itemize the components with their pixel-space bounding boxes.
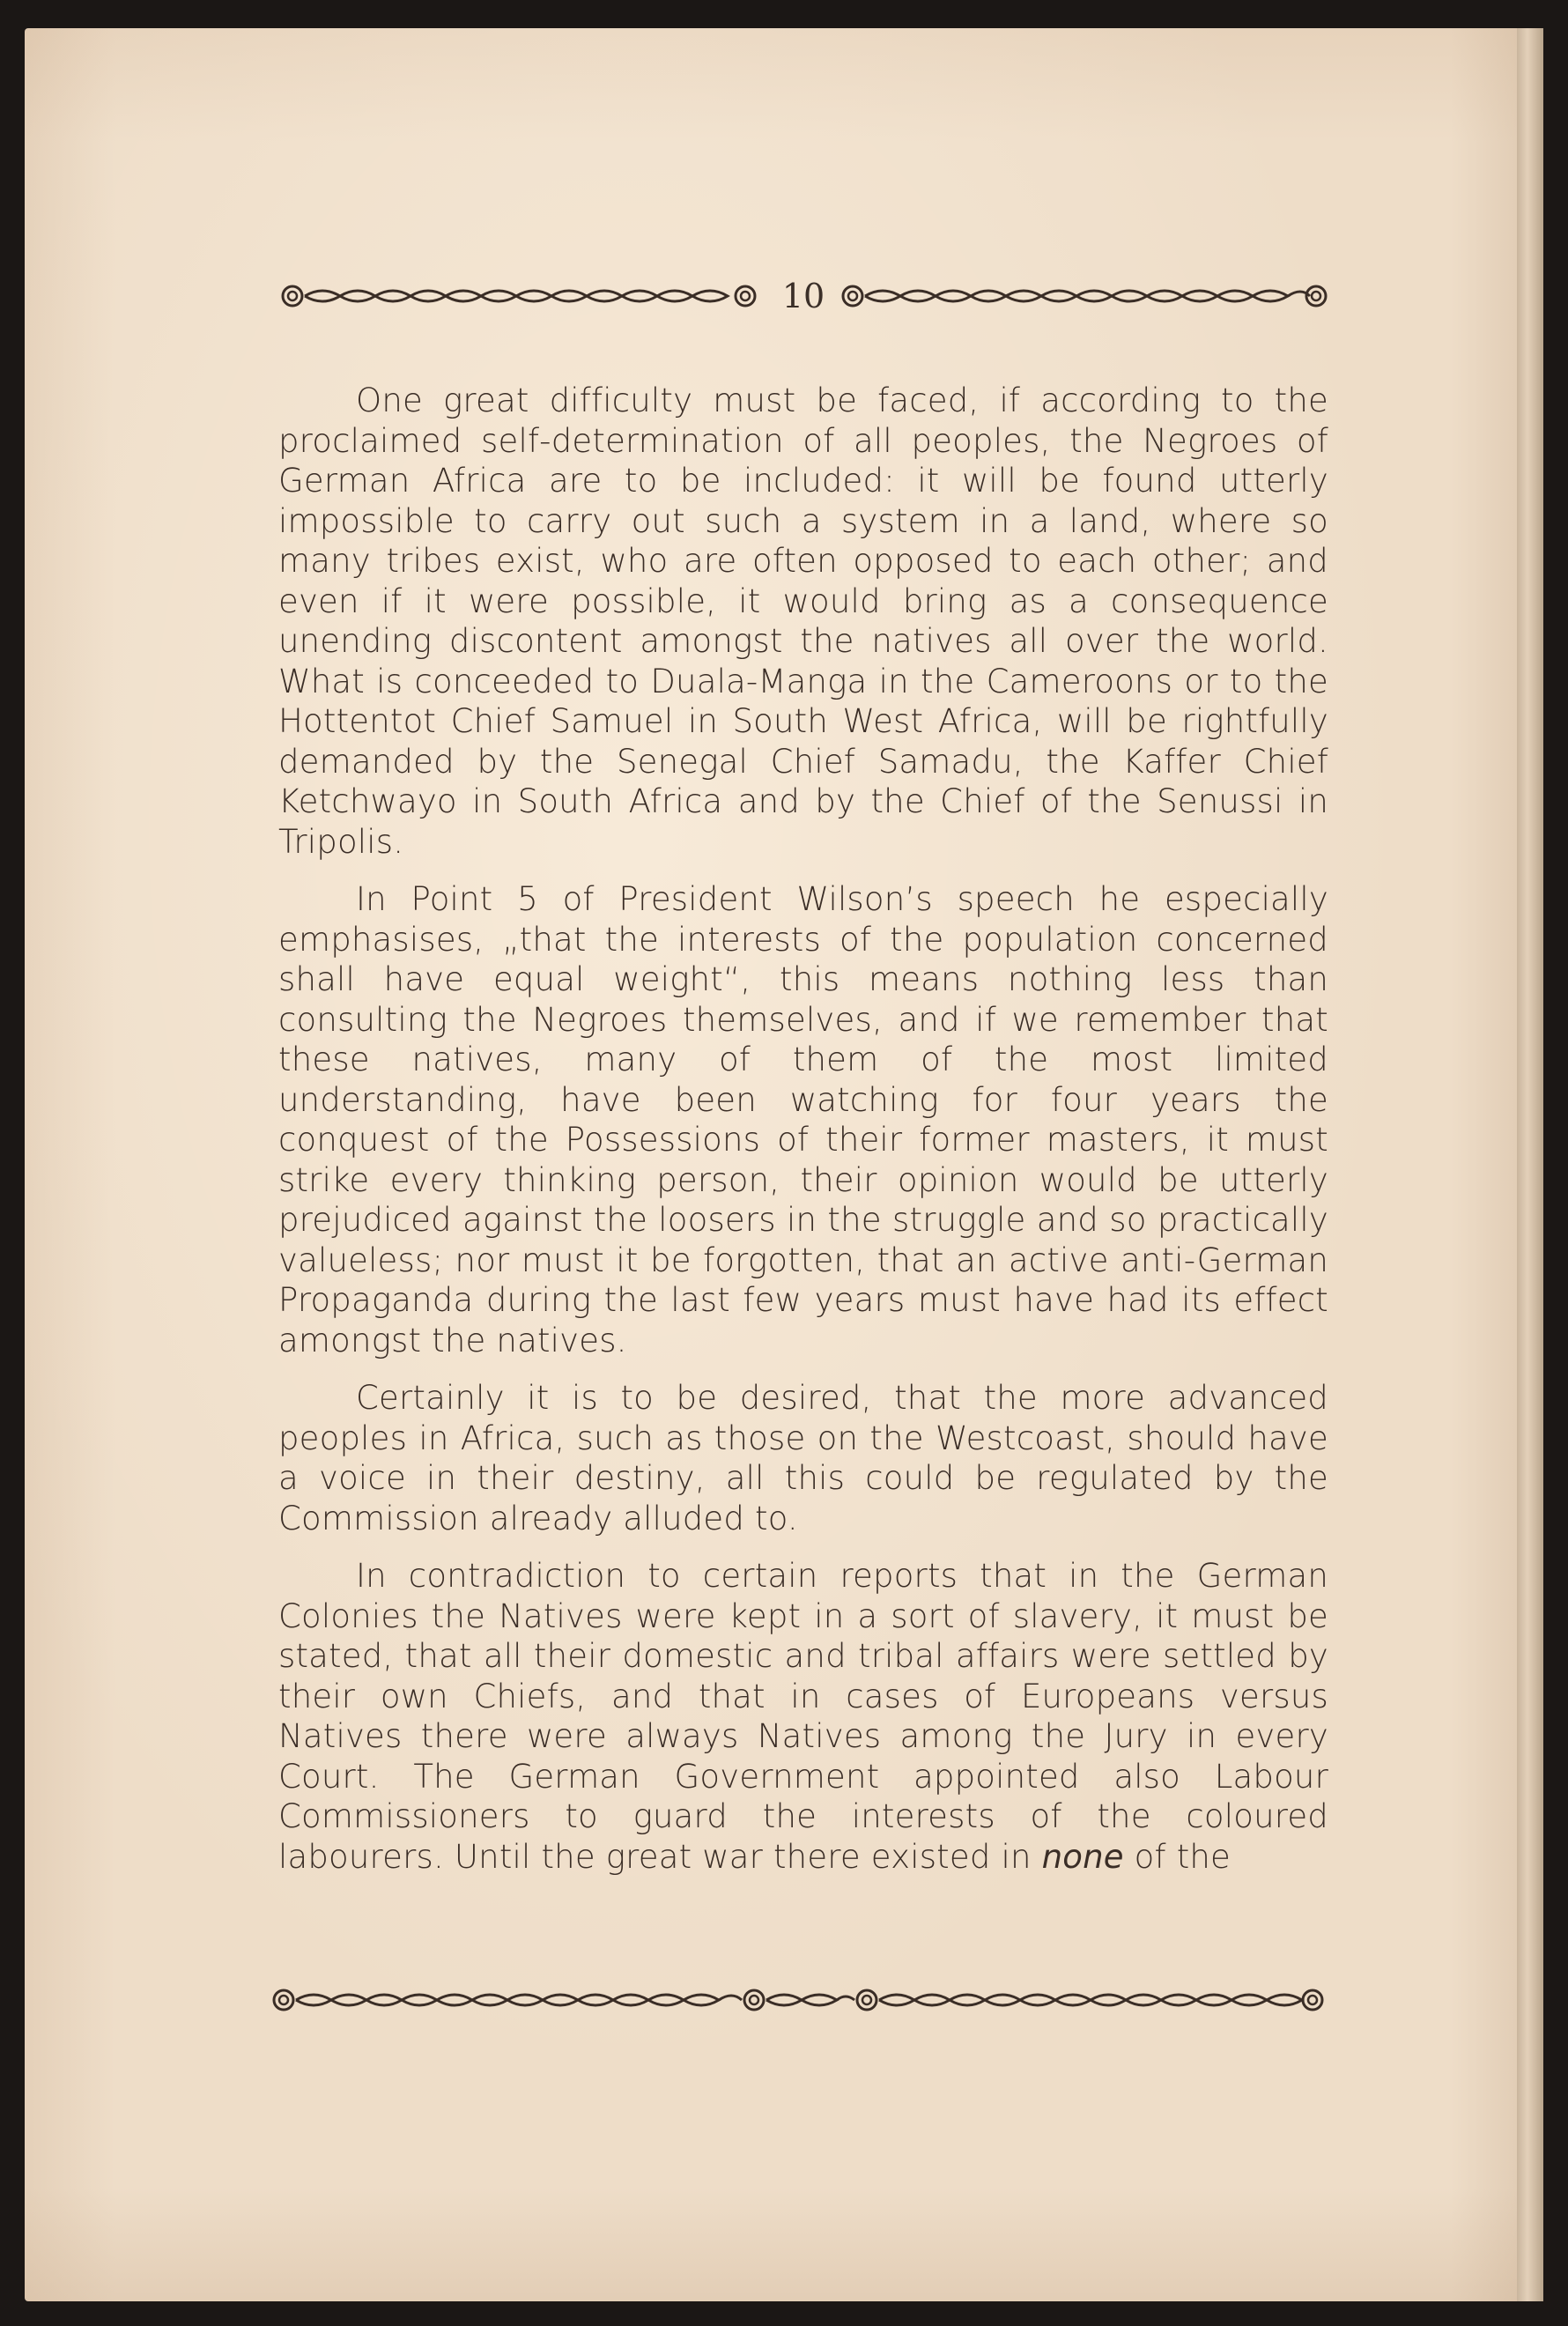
header-ornament-left xyxy=(278,278,761,314)
scan-edge xyxy=(1543,0,1568,2326)
chain-ornament-icon xyxy=(270,1982,1327,2018)
chain-ornament-icon xyxy=(839,278,1332,314)
chain-ornament-icon xyxy=(278,278,761,314)
body-text xyxy=(278,381,1328,1877)
page-gutter xyxy=(1517,28,1543,2301)
paragraph-3: Certainly it is to be desired, that the more advanced peoples in Africa, such as those on the Westcoast, should have a voice in their destiny, all this could be regulated by the Commission already alluded to. xyxy=(278,1379,1328,1537)
paragraph-1: One great difficulty must be faced, if according to the proclaimed self-determination of all peoples, the Negroes of German Africa are to be included: it will be found utterly impossible to carry out such a system in a land, where so many tribes exist, who are often opposed to each other; and even if it were possible, it would bring as a consequence unending discontent amongst the natives all over the world. What is conceeded to Duala-Manga in the Cameroons or to the Hottentot Chief Samuel in South West Africa, will be rightfully demanded by the Senegal Chief Samadu, the Kaffer Chief Ketchwayo in South Africa and by the Chief of the Senussi in Tripolis. xyxy=(278,381,1328,861)
paragraph-4-text-after: of the xyxy=(1123,1837,1231,1876)
paragraph-2: In Point 5 of President Wilson’s speech he especially emphasises, „that the interests of the population concerned shall have equal weight“, this means nothing less than consulting the Negroes themselves, and if we remember that these natives, many of them of the most limited understanding, have been watching for four years the conquest of the Possessions of their former masters, it must strike every thinking person, their opinion would be utterly prejudiced against the loosers in the struggle and so practically valueless; nor must it be forgotten, that an active anti-German Propaganda during the last few years must have had its effect amongst the natives. xyxy=(278,880,1328,1359)
footer-ornament xyxy=(270,1982,1327,2018)
paragraph-4 xyxy=(278,1556,1328,1877)
header-ornament-right xyxy=(839,278,1332,314)
paragraph-4-text-before: In contradiction to certain reports that in the German Colonies the Natives were kept in a sort of slavery, it must be stated, that all their domestic and tribal affairs were settled by their own Chiefs, and that in cases of Europeans versus Natives there were always Natives among the Jury in every Court. The German Government appointed also Labour Commissioners to guard the interests of the coloured labourers. Until the great war there existed in xyxy=(278,1557,1328,1876)
page-number: 10 xyxy=(781,277,825,315)
emphasis-word: none xyxy=(1041,1837,1124,1876)
